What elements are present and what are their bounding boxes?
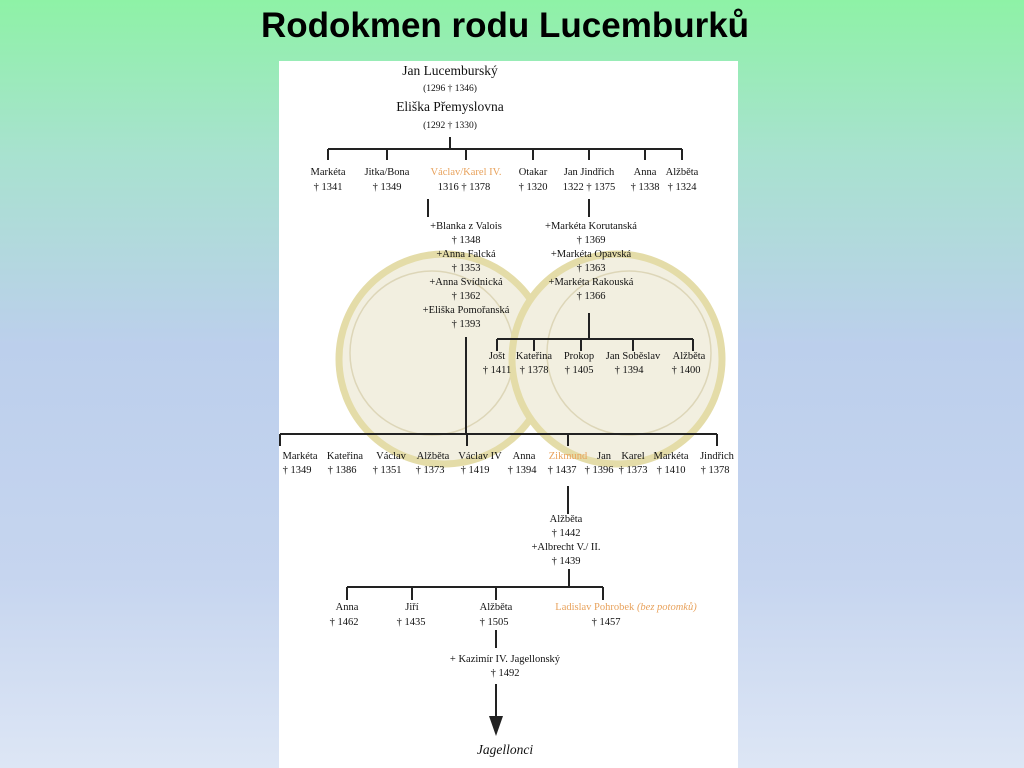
jan-child-name: Kateřina <box>515 351 553 362</box>
gen4-date: † 1462 <box>329 617 359 628</box>
jan-spouse-date: † 1363 <box>576 263 606 274</box>
karel-child-date: † 1351 <box>372 465 402 476</box>
gen1-name: Jan Jindřich <box>563 167 615 178</box>
karel-child-name: Václav IV <box>458 451 502 462</box>
karel-child-name-zikmund: Zikmund <box>548 451 588 462</box>
karel-child-date: † 1378 <box>700 465 730 476</box>
jan-spouse-date: † 1369 <box>576 235 606 246</box>
karel-child-date: † 1437 <box>547 465 577 476</box>
gen1-date: † 1320 <box>518 182 548 193</box>
karel-spouse: +Blanka z Valois <box>430 221 502 232</box>
gen1-name: Otakar <box>518 167 548 178</box>
jan-spouse: +Markéta Opavská <box>550 249 632 260</box>
family-tree-panel <box>279 61 738 768</box>
karel-spouse: +Anna Falcká <box>436 249 496 260</box>
karel-child-name: Markéta <box>282 451 318 462</box>
zikmund-daughter: Alžběta <box>549 514 583 525</box>
root-name-jan: Jan Lucemburský <box>402 63 498 78</box>
arrow-down-icon <box>489 716 503 736</box>
gen1-date: † 1338 <box>630 182 660 193</box>
karel-spouse-date: † 1348 <box>451 235 481 246</box>
albrecht-spouse: +Albrecht V./ II. <box>531 542 601 553</box>
gen1-date: † 1324 <box>667 182 697 193</box>
karel-child-name: Jan <box>597 451 611 462</box>
karel-child-name: Jindřich <box>700 451 734 462</box>
jan-child-name: Prokop <box>563 351 595 362</box>
gen1-name: Anna <box>633 167 657 178</box>
jan-child-name: Jan Soběslav <box>605 351 661 362</box>
gen1-date: † 1349 <box>372 182 402 193</box>
karel-child-name: Markéta <box>653 451 689 462</box>
gen4-date: † 1457 <box>591 617 621 628</box>
karel-child-date: † 1419 <box>460 465 490 476</box>
karel-spouse: +Eliška Pomořanská <box>422 305 510 316</box>
karel-child-name: Kateřina <box>326 451 364 462</box>
jan-child-date: † 1378 <box>519 365 549 376</box>
gen4-name: Alžběta <box>479 602 513 613</box>
ladislav-note: (bez potomků) <box>636 602 697 613</box>
karel-child-name: Alžběta <box>416 451 450 462</box>
karel-spouse: +Anna Svídnická <box>429 277 503 288</box>
gen4-date: † 1435 <box>396 617 426 628</box>
jan-spouse-date: † 1366 <box>576 291 606 302</box>
karel-child-date: † 1394 <box>507 465 537 476</box>
jan-child-date: † 1405 <box>564 365 594 376</box>
karel-child-name: Karel <box>621 451 645 462</box>
karel-child-date: † 1396 <box>584 465 614 476</box>
gen1-date: 1316 † 1378 <box>437 182 491 193</box>
gen1-date: 1322 † 1375 <box>562 182 616 193</box>
zikmund-daughter-date: † 1442 <box>551 528 581 539</box>
gen1-name: Jitka/Bona <box>364 167 410 178</box>
root-dates-eliska: (1292 † 1330) <box>423 121 477 131</box>
kazimir-spouse: + Kazimír IV. Jagellonský <box>449 654 561 665</box>
karel-spouse-date: † 1362 <box>451 291 481 302</box>
karel-child-date: † 1410 <box>656 465 686 476</box>
albrecht-spouse-date: † 1439 <box>551 556 581 567</box>
jan-child-date: † 1411 <box>482 365 512 376</box>
gen4-name: Anna <box>335 602 359 613</box>
slide-title: Rodokmen rodu Lucemburků <box>260 6 750 45</box>
karel-child-name: Anna <box>512 451 536 462</box>
karel-child-date: † 1349 <box>282 465 312 476</box>
jagellonci-label: Jagellonci <box>476 742 534 757</box>
gen1-date: † 1341 <box>313 182 343 193</box>
jan-child-name: Jošt <box>488 351 506 362</box>
jan-child-name: Alžběta <box>672 351 706 362</box>
kazimir-spouse-date: † 1492 <box>490 668 520 679</box>
gen1-name: Markéta <box>310 167 346 178</box>
karel-child-date: † 1386 <box>327 465 357 476</box>
gen4-name-ladislav <box>555 601 696 614</box>
gen1-name-karel: Václav/Karel IV. <box>430 167 502 178</box>
karel-child-date: † 1373 <box>415 465 445 476</box>
karel-child-date: † 1373 <box>618 465 648 476</box>
jan-child-date: † 1400 <box>671 365 701 376</box>
jan-spouse: +Markéta Korutanská <box>545 221 637 232</box>
ladislav-name: Ladislav Pohrobek <box>555 602 635 613</box>
karel-spouse-date: † 1393 <box>451 319 481 330</box>
root-name-eliska: Eliška Přemyslovna <box>396 99 504 114</box>
karel-child-name: Václav <box>376 451 406 462</box>
gen4-date: † 1505 <box>479 617 509 628</box>
gen1-name: Alžběta <box>665 167 699 178</box>
karel-spouse-date: † 1353 <box>451 263 481 274</box>
root-dates-jan: (1296 † 1346) <box>423 84 477 94</box>
gen4-name: Jiří <box>405 602 419 613</box>
jan-spouse: +Markéta Rakouská <box>548 277 634 288</box>
jan-child-date: † 1394 <box>614 365 644 376</box>
